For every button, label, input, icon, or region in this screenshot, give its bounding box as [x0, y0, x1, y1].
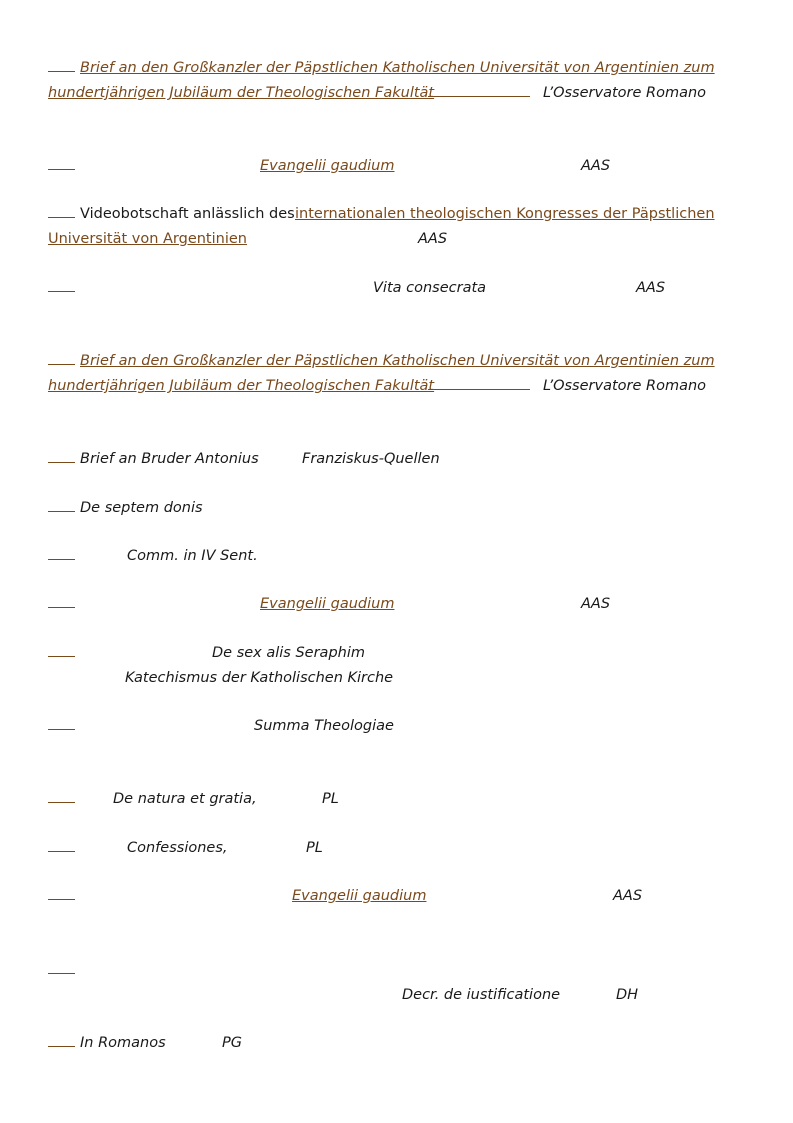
document-link[interactable]: hundertjährigen Jubiläum der Theologischen Fakultät	[48, 378, 435, 394]
document-link[interactable]: hundertjährigen Jubiläum der Theologischen Fakultät	[48, 85, 435, 101]
source-label: L’Osservatore Romano	[543, 378, 707, 394]
entry-title: De natura et gratia,	[113, 791, 257, 807]
document-link[interactable]: Brief an den Großkanzler der Päpstlichen Katholischen Universität von Argentinien zum	[80, 60, 715, 76]
footnote-entry	[0, 643, 793, 665]
footnote-entry	[0, 449, 793, 471]
document-link[interactable]: Brief an den Großkanzler der Päpstlichen Katholischen Universität von Argentinien zum	[80, 353, 715, 369]
entry-title: Brief an Bruder Antonius	[80, 451, 259, 467]
source-label: PL	[306, 840, 323, 856]
footnote-entry	[0, 546, 793, 568]
fill-blank	[48, 449, 75, 469]
fill-blank	[48, 716, 75, 736]
entry-title: De sex alis Seraphim	[212, 645, 365, 661]
footnote-entry	[0, 58, 793, 80]
source-label: DH	[616, 987, 639, 1003]
source-label: AAS	[613, 888, 643, 904]
footnote-entry	[0, 204, 793, 226]
fill-blank	[48, 789, 75, 809]
entry-title: Vita consecrata	[373, 280, 487, 296]
source-label: AAS	[418, 231, 448, 247]
underline-tail	[428, 83, 530, 103]
footnote-entry	[0, 594, 793, 616]
fill-blank	[48, 643, 75, 663]
footnote-entry	[0, 789, 793, 811]
entry-title: Summa Theologiae	[254, 718, 394, 734]
source-label: L’Osservatore Romano	[543, 85, 707, 101]
document-link[interactable]: Evangelii gaudium	[260, 158, 395, 174]
fill-blank	[48, 498, 75, 518]
source-label: AAS	[581, 158, 611, 174]
fill-blank	[48, 351, 75, 371]
footnote-entry-continued	[0, 668, 793, 690]
fill-blank	[48, 960, 75, 980]
source-label: Franziskus-Quellen	[302, 451, 440, 467]
document-link[interactable]: Universität von Argentinien	[48, 231, 247, 247]
document-link[interactable]: Evangelii gaudium	[292, 888, 427, 904]
source-label: Katechismus der Katholischen Kirche	[125, 670, 394, 686]
footnote-entry	[0, 278, 793, 300]
fill-blank	[48, 838, 75, 858]
source-label: AAS	[636, 280, 666, 296]
footnote-entry	[0, 498, 793, 520]
entry-title: Confessiones,	[127, 840, 228, 856]
document-link[interactable]: internationalen theologischen Kongresses der Päpstlichen	[295, 206, 715, 222]
fill-blank	[48, 278, 75, 298]
entry-title: De septem donis	[80, 500, 203, 516]
source-label: AAS	[581, 596, 611, 612]
source-label: PL	[322, 791, 339, 807]
footnote-entry	[0, 351, 793, 373]
footnote-entry	[0, 960, 793, 982]
footnote-entry-continued	[0, 229, 793, 251]
footnote-entry-continued	[0, 83, 793, 105]
fill-blank	[48, 594, 75, 614]
entry-title: Comm. in IV Sent.	[127, 548, 258, 564]
footnote-entry	[0, 838, 793, 860]
fill-blank	[48, 886, 75, 906]
fill-blank	[48, 204, 75, 224]
source-label: PG	[222, 1035, 242, 1051]
document-link[interactable]: Evangelii gaudium	[260, 596, 395, 612]
entry-prefix: Videobotschaft anlässlich des	[80, 206, 295, 222]
fill-blank	[48, 1033, 75, 1053]
fill-blank	[48, 546, 75, 566]
underline-tail	[428, 376, 530, 396]
fill-blank	[48, 156, 75, 176]
entry-title: Decr. de iustificatione	[402, 987, 561, 1003]
footnote-entry-continued	[0, 376, 793, 398]
footnote-entry-continued	[0, 985, 793, 1007]
footnote-entry	[0, 1033, 793, 1055]
footnote-entry	[0, 886, 793, 908]
footnote-entry	[0, 156, 793, 178]
fill-blank	[48, 58, 75, 78]
footnote-entry	[0, 716, 793, 738]
entry-title: In Romanos	[80, 1035, 166, 1051]
